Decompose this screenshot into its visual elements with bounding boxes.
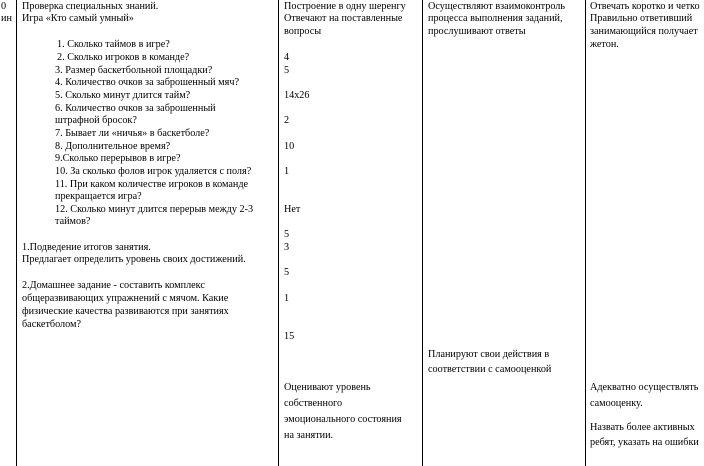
summary-text: Предлагает определить уровень своих достижений. <box>22 254 246 265</box>
homework-text: общеразвивающих упражнений с мячом. Какие <box>22 293 229 304</box>
column-divider <box>16 0 17 466</box>
result-text: Правильно ответивший <box>590 13 693 24</box>
activity-text: Построение в одну шеренгу <box>284 1 406 12</box>
activity-note: ребят, указать на ошибки <box>590 437 699 448</box>
answer-6: 1 <box>284 166 290 177</box>
homework-text: физические качества развиваются при занятиях <box>22 306 229 317</box>
evaluation-text: Оценивают уровень <box>284 382 371 393</box>
activity-note: Назвать более активных <box>590 422 695 433</box>
col0-text: ин <box>1 13 12 24</box>
activity-text: Отвечают на поставленные <box>284 13 403 24</box>
question-11-cont: прекращается игра? <box>55 191 142 202</box>
homework-text: баскетболом? <box>22 319 81 330</box>
column-divider <box>278 0 279 466</box>
question-12: 12. Сколько минут длится перерыв между 2-3 <box>55 204 254 215</box>
question-8: 8. Дополнительное время? <box>55 141 171 152</box>
answer-4: 2 <box>284 115 290 126</box>
question-5: 5. Сколько минут длится тайм? <box>55 90 191 101</box>
self-assessment-text: Адекватно осуществлять <box>590 382 699 393</box>
answer-1: 4 <box>284 52 290 63</box>
question-2: 2. Сколько игроков в команде? <box>57 52 190 63</box>
column-divider <box>422 0 423 466</box>
column-divider <box>585 0 586 466</box>
answer-5: 10 <box>284 141 295 152</box>
result-text: Отвечать коротко и четко <box>590 1 700 12</box>
planning-text: Планируют свои действия в <box>428 349 550 360</box>
summary-item: 1.Подведение итогов занятия. <box>22 242 151 253</box>
evaluation-text: собственного <box>284 398 343 409</box>
self-assessment-text: самооценку. <box>590 398 643 409</box>
control-text: процесса выполнения заданий, <box>428 13 563 24</box>
activity-text: вопросы <box>284 26 322 37</box>
answer-10: 5 <box>284 267 290 278</box>
question-9: 9.Сколько перерывов в игре? <box>55 153 181 164</box>
col0-text: 0 <box>1 1 7 12</box>
answer-12: 15 <box>284 331 295 342</box>
question-6: 6. Количество очков за заброшенный <box>55 103 216 114</box>
question-7: 7. Бывает ли «ничья» в баскетболе? <box>55 128 210 139</box>
answer-3: 14х26 <box>284 90 310 101</box>
task-heading: Проверка специальных знаний. <box>22 1 159 12</box>
question-6-cont: штрафной бросок? <box>55 115 137 126</box>
answer-2: 5 <box>284 65 290 76</box>
answer-7: Нет <box>284 204 301 215</box>
evaluation-text: на занятии. <box>284 430 334 441</box>
planning-text: соответствии с самооценкой <box>428 364 552 375</box>
question-4: 4. Количество очков за заброшенный мяч? <box>55 77 239 88</box>
control-text: Осуществляют взаимоконтроль <box>428 1 566 12</box>
control-text: прослушивают ответы <box>428 26 526 37</box>
game-title: Игра «Кто самый умный» <box>22 13 134 24</box>
question-12-cont: таймов? <box>55 216 91 227</box>
question-1: 1. Сколько таймов в игре? <box>57 39 170 50</box>
answer-9: 3 <box>284 242 290 253</box>
answer-11: 1 <box>284 293 290 304</box>
evaluation-text: эмоционального состояния <box>284 414 402 425</box>
question-3: 3. Размер баскетбольной площадки? <box>55 65 213 76</box>
result-text: занимающийся получает <box>590 26 698 37</box>
answer-8: 5 <box>284 229 290 240</box>
question-10: 10. За сколько фолов игрок удаляется с поля? <box>55 166 252 177</box>
homework-item: 2.Домашнее задание - составить комплекс <box>22 280 205 291</box>
result-text: жетон. <box>590 39 619 50</box>
question-11: 11. При каком количестве игроков в команде <box>55 179 249 190</box>
